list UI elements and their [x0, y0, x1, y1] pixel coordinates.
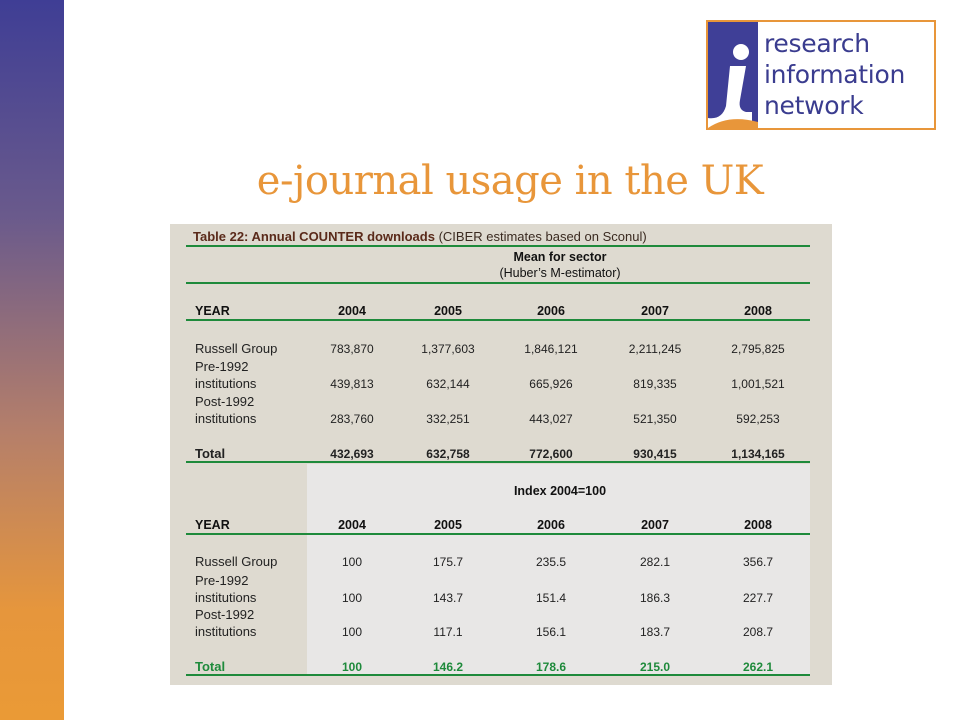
- table-cell: 356.7: [742, 555, 774, 569]
- table-cell: 100: [341, 625, 363, 639]
- table-cell-total: 632,758: [426, 447, 470, 461]
- section2-heading: Index 2004=100: [513, 484, 607, 498]
- table-cell: 2,795,825: [731, 342, 785, 356]
- logo-line-1: research: [764, 29, 870, 58]
- table-cell: 665,926: [529, 377, 573, 391]
- table-cell: 592,253: [736, 412, 780, 426]
- table-rule: [186, 245, 810, 247]
- table-cell: 819,335: [633, 377, 677, 391]
- table-cell: 208.7: [742, 625, 774, 639]
- table-cell: 332,251: [426, 412, 470, 426]
- section2-year-2008: 2008: [744, 518, 772, 532]
- table-rule: [186, 533, 810, 535]
- row-label-cont: institutions: [195, 376, 257, 391]
- table-cell: 235.5: [535, 555, 567, 569]
- table-cell-total: 215.0: [639, 660, 671, 674]
- table-caption-bold: Table 22: Annual COUNTER downloads: [193, 229, 435, 244]
- table-caption-rest: (CIBER estimates based on Sconul): [434, 229, 647, 244]
- table-cell-total: 178.6: [535, 660, 567, 674]
- table-cell: 521,350: [633, 412, 677, 426]
- logo-i-mark-icon: [708, 22, 758, 128]
- row-label: Post-1992: [195, 607, 255, 622]
- row-label: Pre-1992: [195, 573, 249, 588]
- table-cell: 183.7: [639, 625, 671, 639]
- rin-logo: [706, 20, 936, 130]
- logo-line-2: information: [764, 60, 905, 89]
- logo-line-3: network: [764, 91, 864, 120]
- side-gradient-bar: [0, 0, 64, 720]
- table-cell: 1,377,603: [421, 342, 475, 356]
- table-cell: 151.4: [535, 591, 567, 605]
- table-cell: 227.7: [742, 591, 774, 605]
- logo-wordmark: [758, 22, 934, 128]
- table-cell: 1,001,521: [731, 377, 785, 391]
- table-rule: [186, 319, 810, 321]
- table-cell: 175.7: [432, 555, 464, 569]
- row-label: Russell Group: [195, 341, 278, 356]
- table-cell: 439,813: [330, 377, 374, 391]
- table-cell: 143.7: [432, 591, 464, 605]
- section1-subheading: (Huber’s M-estimator): [499, 266, 621, 280]
- row-label-cont: institutions: [195, 411, 257, 426]
- section2-year-2004: 2004: [338, 518, 366, 532]
- row-label: Russell Group: [195, 554, 278, 569]
- table-cell: 117.1: [433, 625, 463, 639]
- total-label: Total: [195, 446, 226, 461]
- table-cell-total: 772,600: [529, 447, 573, 461]
- table-cell-total: 432,693: [330, 447, 374, 461]
- section2-year-2005: 2005: [434, 518, 462, 532]
- section2-year-label: YEAR: [195, 518, 230, 532]
- table-cell: 100: [341, 591, 363, 605]
- section1-year-2007: 2007: [641, 304, 669, 318]
- table-cell: 443,027: [529, 412, 573, 426]
- table-cell-total: 1,134,165: [731, 447, 785, 461]
- table-rule: [186, 674, 810, 676]
- table-caption: [193, 229, 647, 244]
- table-cell: 186.3: [639, 591, 671, 605]
- table-cell-total: 146.2: [432, 660, 464, 674]
- section2-year-2007: 2007: [641, 518, 669, 532]
- table-cell-total: 100: [341, 660, 363, 674]
- table-rule: [186, 282, 810, 284]
- table-cell-total: 930,415: [633, 447, 677, 461]
- table-cell: 282.1: [639, 555, 671, 569]
- row-label: Post-1992: [195, 394, 255, 409]
- section1-year-2004: 2004: [338, 304, 366, 318]
- table-cell-total: 262.1: [742, 660, 774, 674]
- table-cell: 156.1: [535, 625, 567, 639]
- table-cell: 1,846,121: [524, 342, 578, 356]
- total-label: Total: [195, 659, 226, 674]
- table-cell: 100: [341, 555, 363, 569]
- section2-year-2006: 2006: [537, 518, 565, 532]
- table-cell: 783,870: [330, 342, 374, 356]
- slide-title: e-journal usage in the UK: [256, 158, 764, 204]
- table-rule: [186, 461, 810, 463]
- row-label: Pre-1992: [195, 359, 249, 374]
- section1-year-label: YEAR: [195, 304, 230, 318]
- table-cell: 632,144: [426, 377, 470, 391]
- section1-heading: Mean for sector: [513, 250, 607, 264]
- section1-year-2006: 2006: [537, 304, 565, 318]
- table-cell: 283,760: [330, 412, 374, 426]
- section1-year-2008: 2008: [744, 304, 772, 318]
- section1-year-2005: 2005: [434, 304, 462, 318]
- table-cell: 2,211,245: [628, 342, 682, 356]
- row-label-cont: institutions: [195, 624, 257, 639]
- row-label-cont: institutions: [195, 590, 257, 605]
